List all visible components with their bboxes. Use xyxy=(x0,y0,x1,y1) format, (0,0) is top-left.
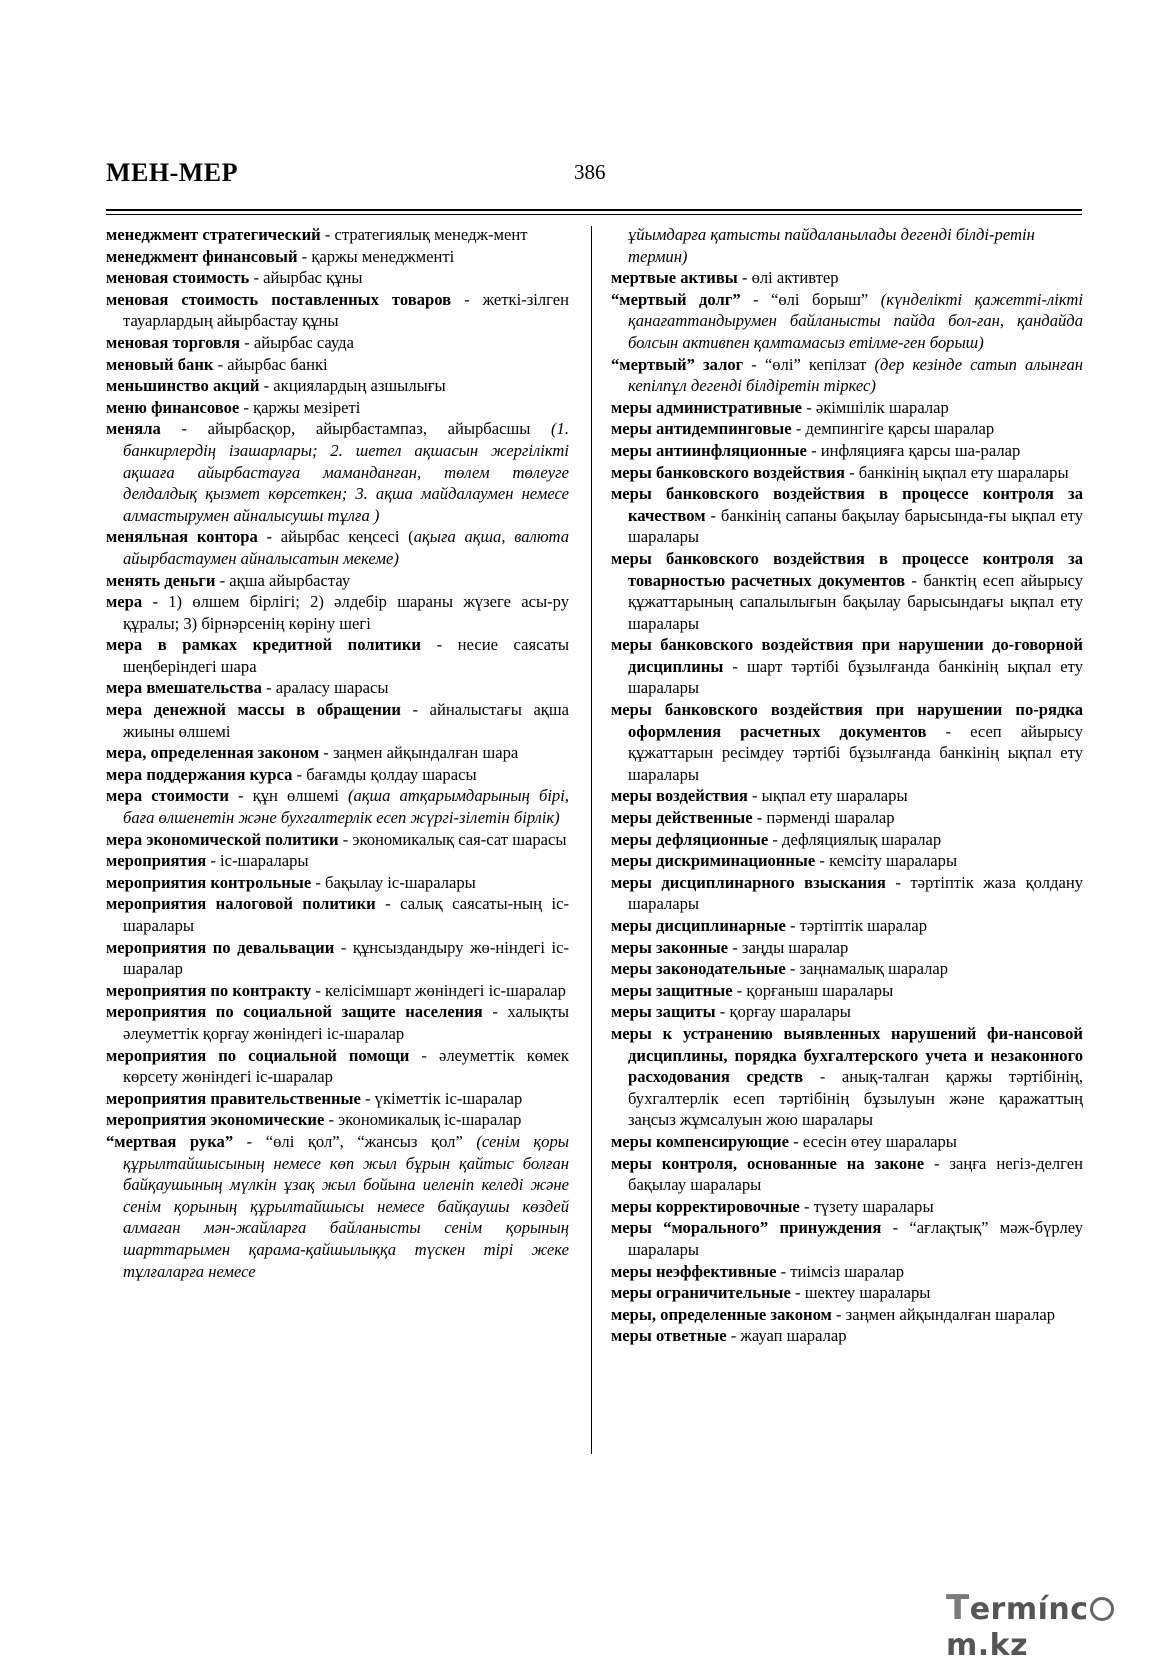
entry-definition: - халықты әлеуметтік қорғау жөніндегі іс-шаралар xyxy=(123,1002,569,1043)
dictionary-entry xyxy=(106,332,569,354)
entry-term: мероприятия экономические xyxy=(106,1110,325,1130)
entry-term: мероприятия по контракту xyxy=(106,980,312,1000)
entry-note: (дер кезінде сатып алынған кепілпұл дегенді білдіретін тіркес) xyxy=(628,354,1083,396)
entry-term: мероприятия контрольные xyxy=(106,872,312,892)
entry-definition: - “ағлақтық” мәж-бүрлеу шаралары xyxy=(628,1218,1083,1259)
entry-term: меры законодательные xyxy=(611,959,786,979)
column-divider xyxy=(591,226,592,1454)
right-column xyxy=(611,224,1083,1347)
dictionary-entry xyxy=(106,354,569,376)
entry-definition: - келісімшарт жөніндегі іс-шаралар xyxy=(311,980,566,1000)
dictionary-entry xyxy=(106,872,569,894)
entry-term: меры корректировочные xyxy=(611,1196,800,1216)
entry-term: мера xyxy=(106,592,143,612)
entry-definition: - 1) өлшем бірлігі; 2) әлдебір шараны жүзеге асы-ру құралы; 3) бірнәрсенің көріну шегі xyxy=(123,592,569,633)
entry-term: меновая торговля xyxy=(106,332,240,352)
dictionary-entry xyxy=(611,915,1083,937)
dictionary-entry xyxy=(611,1196,1083,1218)
dictionary-entry xyxy=(611,1131,1083,1153)
entry-term: меньшинство акций xyxy=(106,376,260,396)
entry-definition: - акциялардың азшылығы xyxy=(259,376,446,396)
entry-definition: - құн өлшемі xyxy=(228,786,348,806)
entry-definition: - тәртіптік шаралар xyxy=(785,916,928,935)
entry-definition: - экономикалық іс-шаралар xyxy=(324,1110,522,1130)
continued-note: ұйымдарға қатысты пайдаланылады дегенді білді-ретін термин) xyxy=(628,225,1035,266)
dictionary-entry xyxy=(611,699,1083,785)
entry-definition: - ықпал ету шаралары xyxy=(747,786,908,806)
dictionary-entry xyxy=(106,289,569,332)
entry-term: мера стоимости xyxy=(106,786,229,806)
entry-definition: - іс-шаралары xyxy=(206,851,309,871)
entry-term: мероприятия по социальной защите населения xyxy=(106,1002,483,1022)
page-number: 386 xyxy=(574,160,606,184)
entry-term: меры антидемпинговые xyxy=(611,419,792,439)
entry-note: (күнделікті қажетті-лікті қанағаттандырумен байланысты пайда бол-ған, қандайда болсын активпен қамтамасыз етілме-ген борыш) xyxy=(628,289,1083,352)
entry-definition: - қорғаныш шаралары xyxy=(732,980,894,1000)
entry-note: (сенім қоры құрылтайшысының немесе көп жыл бұрын қайтыс болған байқаушының мүлкін ұзақ жыл бойына иеленіп келеді және сенім қорының құрылтайшысы немесе байқаушы көздей алмаған мән-жайларға байланысты сенім қорының шарттарымен қарама-қайшылыққа түскен тірі жеке тұлғаларға немесе xyxy=(123,1131,569,1281)
entry-definition: - қорғау шаралары xyxy=(715,1002,851,1022)
dictionary-entry xyxy=(106,1088,569,1110)
dictionary-entry xyxy=(106,829,569,851)
entry-note: (1. банкирлердің ізашарлары; 2. шетел ақшасын жергілікті ақшаға айырбастауға маманданған, төлем төлеуге делдалдық қызмет көрсеткен; 3. ақша майдалаумен немесе алмастырумен айналысушы тұлға ) xyxy=(123,419,569,525)
entry-definition: - салық саясаты-ның іс-шаралары xyxy=(123,894,569,935)
entry-note: (ақша атқарымдарының бірі, баға өлшенетін және бухгалтерлік есеп жүргі-зілетін бірлік) xyxy=(123,786,569,828)
dictionary-entry xyxy=(611,634,1083,699)
entry-term: мертвые активы xyxy=(611,268,738,288)
header-rule-thick xyxy=(106,209,1082,211)
entry-term: меры административные xyxy=(611,397,803,417)
entry-term: меры защитные xyxy=(611,980,733,1000)
entry-term: меры неэффективные xyxy=(611,1261,777,1281)
dictionary-entry xyxy=(106,397,569,419)
dictionary-entry xyxy=(106,677,569,699)
dictionary-entry xyxy=(106,375,569,397)
entry-term: меры “морального” принуждения xyxy=(611,1218,882,1238)
entry-term: “мертвый” залог xyxy=(611,354,744,374)
entry-term: меры контроля, основанные на законе xyxy=(611,1153,925,1173)
dictionary-entry xyxy=(611,1153,1083,1196)
watermark-text: ermínc xyxy=(969,1592,1089,1627)
dictionary-entry xyxy=(106,980,569,1002)
entry-term: меры действенные xyxy=(611,808,753,828)
entry-definition: - заңнамалық шаралар xyxy=(785,959,949,979)
entry-definition: - банкінің ықпал ету шаралары xyxy=(844,462,1069,482)
entry-term: мероприятия по девальвации xyxy=(106,937,335,957)
entry-term: мероприятия xyxy=(106,851,207,871)
entry-definition: - жауап шаралар xyxy=(726,1326,847,1346)
dictionary-entry xyxy=(611,397,1083,419)
entry-term: меры ограничительные xyxy=(611,1283,791,1303)
header-rule-thin xyxy=(106,214,1082,215)
dictionary-entry xyxy=(106,699,569,742)
dictionary-entry xyxy=(611,1217,1083,1260)
dictionary-entry xyxy=(611,1325,1083,1347)
entry-definition: - кемсіту шаралары xyxy=(815,851,958,871)
entry-definition: - заңға негіз-делген бақылау шаралары xyxy=(628,1153,1084,1195)
left-column xyxy=(106,224,569,1282)
dictionary-entry xyxy=(611,440,1083,462)
entry-definition: - дефляциялық шаралар xyxy=(768,829,942,849)
entry-term: меры ответные xyxy=(611,1326,727,1346)
dictionary-entry xyxy=(611,354,1083,397)
dictionary-entry xyxy=(106,418,569,526)
entry-definition: - заңды шаралар xyxy=(728,937,849,957)
entry-definition: - несие саясаты шеңберіндегі шара xyxy=(123,635,569,676)
dictionary-entry xyxy=(106,634,569,677)
entry-definition: - заңмен айқындалған шара xyxy=(319,743,519,763)
entry-definition: - айырбас сауда xyxy=(240,332,354,352)
entry-term: меняла xyxy=(106,419,161,439)
dictionary-entry xyxy=(106,764,569,786)
entry-term: мера экономической политики xyxy=(106,829,339,849)
dictionary-entry xyxy=(106,1001,569,1044)
entry-definition: - әлеуметтік көмек көрсету жөніндегі іс-шаралар xyxy=(123,1045,569,1087)
entry-definition: - стратегиялық менедж-мент xyxy=(320,225,528,244)
watermark-logo xyxy=(946,1588,1158,1663)
entry-term: мероприятия правительственные xyxy=(106,1088,361,1108)
dictionary-entry xyxy=(611,548,1083,634)
entry-definition: - ақша айырбастау xyxy=(215,570,351,590)
dictionary-entry xyxy=(106,785,569,828)
dictionary-entry xyxy=(611,829,1083,851)
entry-term: “мертвая рука” xyxy=(106,1131,234,1151)
entry-term: мера поддержания курса xyxy=(106,764,293,784)
entry-term: мера, определенная законом xyxy=(106,743,320,763)
entry-definition: - бақылау іс-шаралары xyxy=(311,872,476,892)
dictionary-entry xyxy=(611,980,1083,1002)
dictionary-entry xyxy=(106,267,569,289)
dictionary-entry xyxy=(611,785,1083,807)
entry-term: “мертвый долг” xyxy=(611,289,741,309)
entry-term: мера в рамках кредитной политики xyxy=(106,635,421,655)
dictionary-entry xyxy=(611,850,1083,872)
entry-definition: - бағамды қолдау шарасы xyxy=(292,764,477,784)
entry-term: меры защиты xyxy=(611,1002,716,1022)
dictionary-entry xyxy=(106,937,569,980)
entry-term: меры компенсирующие xyxy=(611,1131,789,1151)
entry-term: мероприятия налоговой политики xyxy=(106,894,376,914)
entry-term: меню финансовое xyxy=(106,397,240,417)
entry-term: меры дефляционные xyxy=(611,829,769,849)
dictionary-entry xyxy=(611,462,1083,484)
watermark-letter: T xyxy=(946,1588,970,1628)
entry-term: меры банковского воздействия при нарушении до-говорной дисциплины xyxy=(611,635,1083,676)
entry-definition: - “өлі” кепілзат xyxy=(743,354,875,374)
entry-definition: - айырбас құны xyxy=(249,268,363,288)
dictionary-entry xyxy=(611,267,1083,289)
page-header-title: МЕН-МЕР xyxy=(106,158,239,187)
entry-term: меры дисциплинарные xyxy=(611,916,786,935)
entry-term: меры банковского воздействия в процессе контроля за качеством xyxy=(611,484,1083,525)
dictionary-entry xyxy=(611,958,1083,980)
dictionary-entry xyxy=(106,526,569,569)
dictionary-entry xyxy=(106,224,569,246)
entry-term: мера вмешательства xyxy=(106,678,262,698)
entry-note: ақыға ақша, валюта айырбастаумен айналысатын мекеме) xyxy=(123,527,569,568)
entry-definition: - араласу шарасы xyxy=(261,678,389,698)
entry-definition: - “өлі қол”, “жансыз қол” xyxy=(233,1131,477,1151)
entry-term: меновый банк xyxy=(106,354,214,374)
entry-term: меры дисциплинарного взыскания xyxy=(611,872,886,892)
dictionary-entry xyxy=(611,1304,1083,1326)
entry-definition: - шектеу шаралары xyxy=(790,1283,931,1303)
dictionary-entry xyxy=(106,1109,569,1131)
entry-definition: - тәртіптік жаза қолдану шаралары xyxy=(628,872,1083,914)
entry-term: меры дискриминационные xyxy=(611,851,816,871)
entry-definition: - әкімшілік шаралар xyxy=(802,397,949,417)
entry-definition: - пәрменді шаралар xyxy=(752,808,895,828)
dictionary-entry xyxy=(611,872,1083,915)
entry-definition: - экономикалық сая-сат шарасы xyxy=(338,829,567,849)
dictionary-entry xyxy=(611,1001,1083,1023)
dictionary-entry xyxy=(106,591,569,634)
entry-definition: - банкінің сапаны бақылау барысында-ғы ықпал ету шаралары xyxy=(628,505,1083,547)
dictionary-entry xyxy=(106,1131,569,1282)
dictionary-entry xyxy=(611,418,1083,440)
entry-term: мера денежной массы в обращении xyxy=(106,700,401,720)
entry-term: меры воздействия xyxy=(611,786,748,806)
dictionary-entry xyxy=(611,807,1083,829)
dictionary-entry xyxy=(106,742,569,764)
entry-definition: - қаржы менеджменті xyxy=(297,246,455,266)
entry-term: меры к устранению выявленных нарушений фи-нансовой дисциплины, порядка бухгалтерского учета и незаконного расходования средств xyxy=(611,1023,1083,1087)
entry-definition: - айырбас кеңсесі ( xyxy=(257,527,414,547)
entry-term: меры, определенные законом xyxy=(611,1304,832,1324)
entry-definition: - анық-талған қаржы тәртібінің, бухгалтерлік есеп тәртібінің бұзылуын және қаражаттың заңсыз жұмсалуын жою шаралары xyxy=(628,1067,1083,1130)
entry-definition: - айырбасқор, айырбастампаз, айырбасшы xyxy=(160,419,552,439)
entry-definition: - “өлі борыш” xyxy=(740,289,881,309)
entry-term: мероприятия по социальной помощи xyxy=(106,1045,410,1065)
entry-definition: - демпингіге қарсы шаралар xyxy=(791,419,995,439)
entry-definition: - есеп айырысу құжаттарын ресімдеу тәртібі бұзылғанда банкінің ықпал ету шаралары xyxy=(628,721,1083,784)
entry-term: менять деньги xyxy=(106,570,216,590)
entry-definition: - банктің есеп айырысу құжаттарының сапалылығын бақылау барысындағы ықпал ету шаралары xyxy=(628,570,1083,633)
dictionary-entry xyxy=(611,1023,1083,1131)
entry-definition: - тиімсіз шаралар xyxy=(776,1261,905,1281)
entry-term: меновая стоимость поставленных товаров xyxy=(106,289,452,309)
watermark-circle-icon xyxy=(1090,1597,1114,1621)
dictionary-entry xyxy=(611,1261,1083,1283)
watermark-domain: m.kz xyxy=(946,1628,1029,1663)
entry-definition: - үкіметтік іс-шаралар xyxy=(360,1088,523,1108)
entry-definition: - өлі активтер xyxy=(737,268,839,288)
entry-definition: - есесін өтеу шаралары xyxy=(788,1131,957,1151)
entry-term: меры банковского воздействия в процессе контроля за товарностью расчетных документов xyxy=(611,548,1083,590)
dictionary-entry xyxy=(106,893,569,936)
entry-term: менеджмент финансовый xyxy=(106,246,298,266)
entry-definition: - қаржы мезіреті xyxy=(239,397,361,417)
dictionary-entry xyxy=(106,1045,569,1088)
dictionary-entry xyxy=(106,246,569,268)
dictionary-entry xyxy=(106,570,569,592)
dictionary-entry xyxy=(611,1282,1083,1304)
entry-definition: - заңмен айқындалған шаралар xyxy=(831,1304,1056,1324)
dictionary-entry xyxy=(611,483,1083,548)
entry-term: менеджмент стратегический xyxy=(106,225,321,244)
entry-definition: - құнсыздандыру жө-ніндегі іс-шаралар xyxy=(123,937,569,979)
entry-term: меры банковского воздействия при нарушении по-рядка оформления расчетных документов xyxy=(611,700,1083,741)
entry-term: меры антиинфляционные xyxy=(611,440,807,460)
entry-definition: - айналыстағы ақша жиыны өлшемі xyxy=(123,700,570,741)
entry-definition: - түзету шаралары xyxy=(799,1196,934,1216)
dictionary-entry xyxy=(106,850,569,872)
dictionary-entry xyxy=(611,937,1083,959)
entry-definition: - айырбас банкі xyxy=(213,354,328,374)
entry-definition: - шарт тәртібі бұзылғанда банкінің ықпал ету шаралары xyxy=(628,656,1083,698)
entry-definition: - инфляцияға қарсы ша-ралар xyxy=(806,440,1021,460)
entry-definition: - жеткі-зілген тауарлардың айырбастау құны xyxy=(123,289,569,331)
entry-term: меры законные xyxy=(611,937,729,957)
dictionary-entry xyxy=(611,289,1083,354)
entry-term: меновая стоимость xyxy=(106,268,250,288)
entry-term: меры банковского воздействия xyxy=(611,462,845,482)
entry-term: меняльная контора xyxy=(106,527,258,547)
